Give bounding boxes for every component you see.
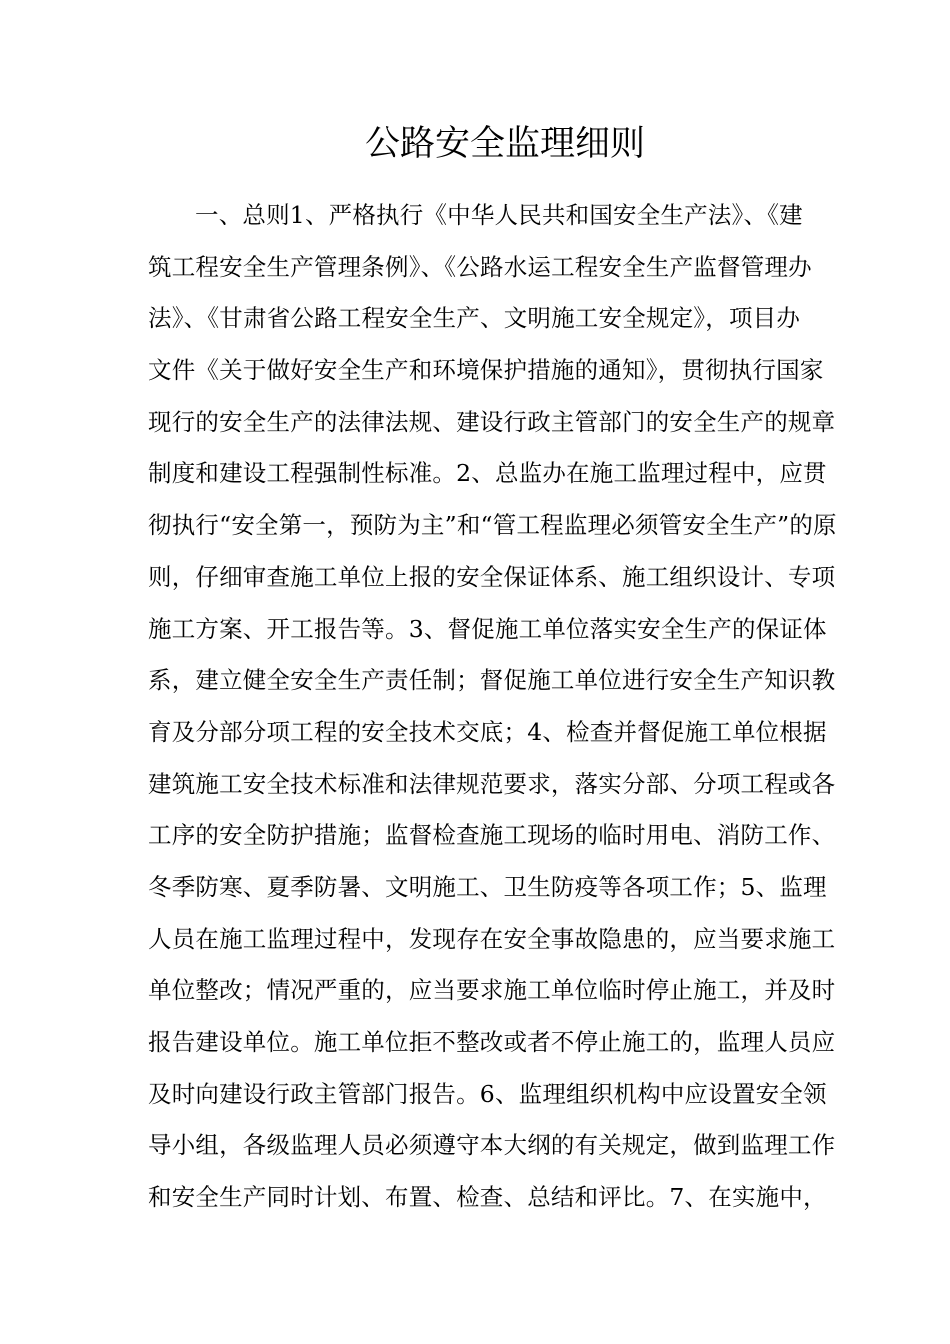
body-line: 制度和建设工程强制性标准。2、总监办在施工监理过程中，应贯 <box>148 459 827 488</box>
body-line: 一、总则1、严格执行《中华人民共和国安全生产法》、《建 <box>195 201 803 229</box>
body-line: 则，仔细审查施工单位上报的安全保证体系、施工组织设计、专项 <box>148 562 836 591</box>
body-line: 施工方案、开工报告等。3、督促施工单位落实安全生产的保证体 <box>148 614 827 643</box>
body-line: 彻执行“安全第一，预防为主”和“管工程监理必须管安全生产”的原 <box>148 511 837 540</box>
body-line: 导小组，各级监理人员必须遵守本大纲的有关规定，做到监理工作 <box>148 1131 836 1160</box>
body-line: 冬季防寒、夏季防暑、文明施工、卫生防疫等各项工作；5、监理 <box>148 872 827 901</box>
body-line: 文件《关于做好安全生产和环境保护措施的通知》，贯彻执行国家 <box>148 356 824 385</box>
document-title: 公路安全监理细则 <box>364 124 645 164</box>
body-line: 人员在施工监理过程中，发现存在安全事故隐患的，应当要求施工 <box>148 924 836 953</box>
body-line: 系，建立健全安全生产责任制；督促施工单位进行安全生产知识教 <box>148 666 836 695</box>
body-line: 现行的安全生产的法律法规、建设行政主管部门的安全生产的规章 <box>148 407 836 436</box>
body-line: 工序的安全防护措施；监督检查施工现场的临时用电、消防工作、 <box>148 821 836 850</box>
body-line: 和安全生产同时计划、布置、检查、总结和评比。7、在实施中， <box>148 1183 827 1212</box>
body-line: 筑工程安全生产管理条例》、《公路水运工程安全生产监督管理办 <box>148 252 812 281</box>
document-body <box>148 190 837 1224</box>
body-line: 单位整改；情况严重的，应当要求施工单位临时停止施工，并及时 <box>148 976 836 1005</box>
body-line: 法》、《甘肃省公路工程安全生产、文明施工安全规定》，项目办 <box>148 304 801 333</box>
body-line: 及时向建设行政主管部门报告。6、监理组织机构中应设置安全领 <box>148 1079 827 1108</box>
body-line: 建筑施工安全技术标准和法律规范要求，落实分部、分项工程或各 <box>148 769 836 798</box>
body-line: 报告建设单位。施工单位拒不整改或者不停止施工的，监理人员应 <box>148 1028 836 1056</box>
body-line: 育及分部分项工程的安全技术交底；4、检查并督促施工单位根据 <box>148 717 827 746</box>
